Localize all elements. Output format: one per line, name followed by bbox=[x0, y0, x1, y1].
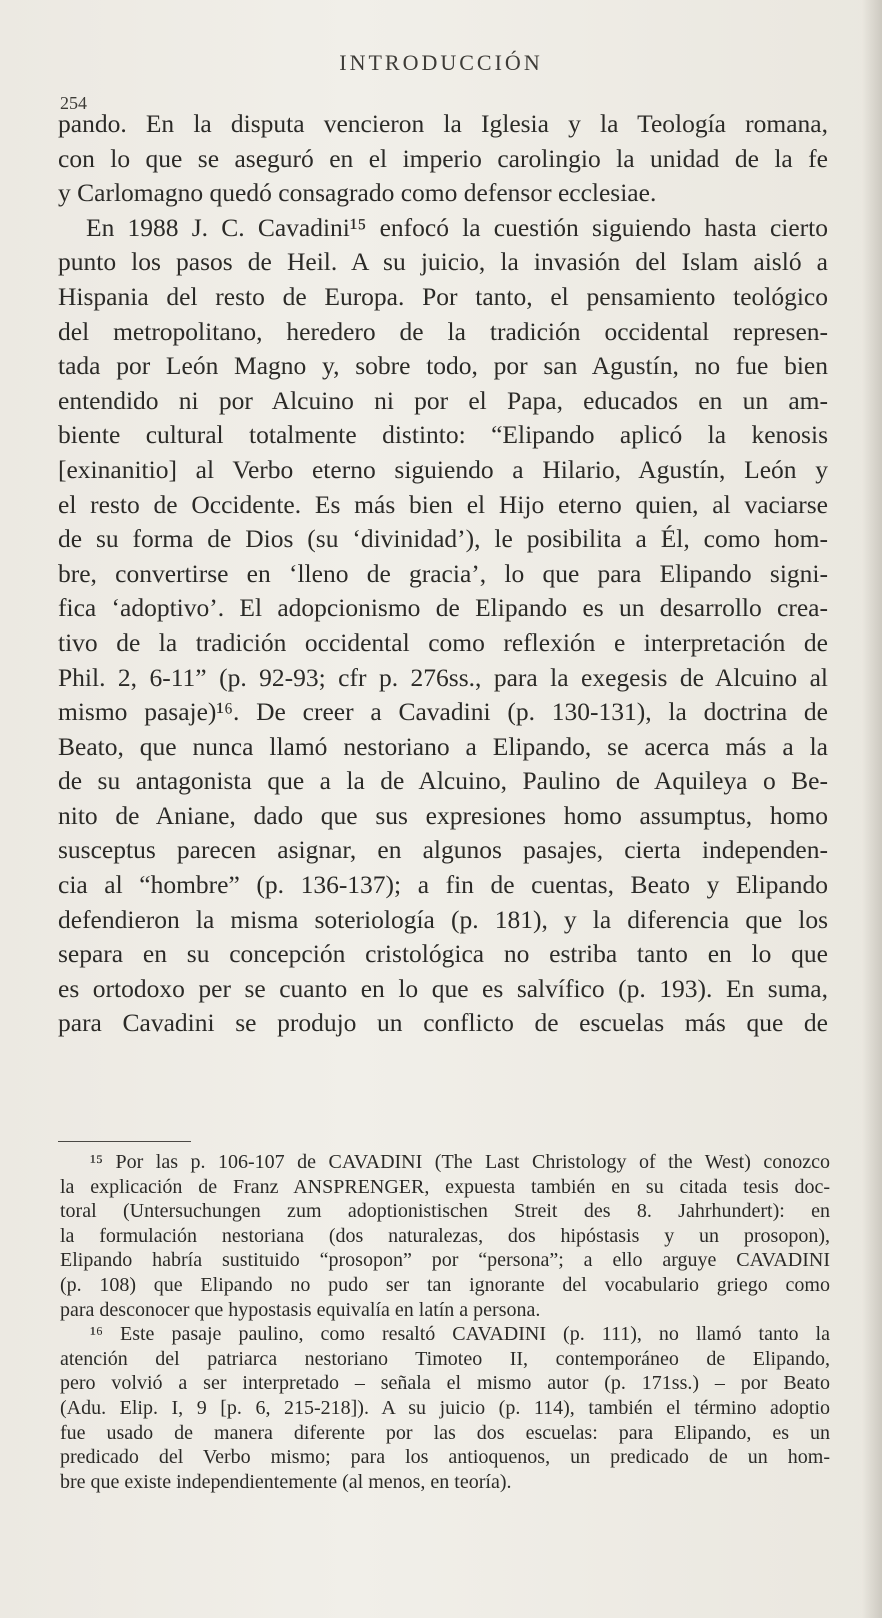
footnote-line: bre que existe independientemente (al menos, en teoría). bbox=[60, 1470, 512, 1493]
text-line: tivo de la tradición occidental como reflexión e interpretación de bbox=[58, 627, 828, 657]
text-line: de su antagonista que a la de Alcuino, Paulino de Aquileya o Be- bbox=[58, 766, 828, 796]
footnote-line: para desconocer que hypostasis equivalía en latín a persona. bbox=[60, 1298, 541, 1321]
text-line: cia al “hombre” (p. 136-137); a fin de cuentas, Beato y Elipando bbox=[58, 870, 828, 900]
text-line: entendido ni por Alcuino ni por el Papa, educados en un am- bbox=[58, 385, 828, 415]
text-line: y Carlomagno quedó consagrado como defensor ecclesiae. bbox=[58, 178, 657, 208]
text-line: defendieron la misma soteriología (p. 181), y la diferencia que los bbox=[58, 904, 828, 934]
text-line: susceptus parecen asignar, en algunos pasajes, cierta independen- bbox=[58, 835, 828, 865]
footnote-line: (Adu. Elip. I, 9 [p. 6, 215-218]). A su juicio (p. 114), también el término adoptio bbox=[60, 1396, 830, 1419]
page-number: 254 bbox=[60, 93, 87, 113]
text-line: [exinanitio] al Verbo eterno siguiendo a Hilario, Agustín, León y bbox=[58, 454, 828, 484]
footnotes bbox=[60, 1150, 830, 1494]
text-line: del metropolitano, heredero de la tradición occidental represen- bbox=[58, 316, 828, 346]
text-line: Hispania del resto de Europa. Por tanto, el pensamiento teológico bbox=[58, 281, 828, 311]
footnote-line: (p. 108) que Elipando no pudo ser tan ignorante del vocabulario griego como bbox=[60, 1273, 830, 1296]
text-line: punto los pasos de Heil. A su juicio, la invasión del Islam aisló a bbox=[58, 247, 828, 277]
footnote-divider bbox=[58, 1141, 191, 1142]
footnote-line: predicado del Verbo mismo; para los antioquenos, un predicado de un hom- bbox=[60, 1446, 830, 1469]
page-edge-shadow bbox=[862, 0, 882, 1618]
text-line: tada por León Magno y, sobre todo, por san Agustín, no fue bien bbox=[58, 351, 828, 381]
footnote-line: Elipando habría sustituido “prosopon” por “persona”; a ello arguye CAVADINI bbox=[60, 1249, 830, 1272]
main-text bbox=[58, 107, 828, 1041]
text-line: Beato, que nunca llamó nestoriano a Elipando, se acerca más a la bbox=[58, 731, 828, 761]
text-line: de su forma de Dios (su ‘divinidad’), le posibilita a Él, como hom- bbox=[58, 524, 828, 554]
footnote-line: pero volvió a ser interpretado – señala el mismo autor (p. 171ss.) – por Beato bbox=[60, 1372, 830, 1395]
text-line: Phil. 2, 6-11” (p. 92-93; cfr p. 276ss., para la exegesis de Alcuino al bbox=[58, 662, 828, 692]
text-line: bre, convertirse en ‘lleno de gracia’, lo que para Elipando signi- bbox=[58, 558, 828, 588]
text-line: con lo que se aseguró en el imperio carolingio la unidad de la fe bbox=[58, 143, 828, 173]
text-line: pando. En la disputa vencieron la Iglesia y la Teología romana, bbox=[58, 109, 828, 138]
text-line: biente cultural totalmente distinto: “Elipando aplicó la kenosis bbox=[58, 420, 828, 450]
text-line: el resto de Occidente. Es más bien el Hijo eterno quien, al vaciarse bbox=[58, 489, 828, 519]
footnote-line: ¹⁵ Por las p. 106-107 de CAVADINI (The Last Christology of the West) conozco bbox=[90, 1151, 830, 1173]
footnote-line: toral (Untersuchungen zum adoptionistischen Streit des 8. Jahrhundert): en bbox=[60, 1200, 830, 1223]
text-line: nito de Aniane, dado que sus expresiones homo assumptus, homo bbox=[58, 800, 828, 830]
footnote-line: ¹⁶ Este pasaje paulino, como resaltó CAVADINI (p. 111), no llamó tanto la bbox=[90, 1323, 830, 1346]
text-line: para Cavadini se produjo un conflicto de escuelas más que de bbox=[58, 1008, 828, 1038]
text-line: es ortodoxo per se cuanto en lo que es salvífico (p. 193). En suma, bbox=[58, 973, 828, 1003]
text-line: separa en su concepción cristológica no estriba tanto en lo que bbox=[58, 939, 828, 969]
footnote-line: la explicación de Franz ANSPRENGER, expuesta también en su citada tesis doc- bbox=[60, 1175, 830, 1198]
footnote-line: fue usado de manera diferente por las dos escuelas: para Elipando, es un bbox=[60, 1421, 830, 1444]
text-line: fica ‘adoptivo’. El adopcionismo de Elipando es un desarrollo crea- bbox=[58, 593, 828, 623]
footnote-line: la formulación nestoriana (dos naturalezas, dos hipóstasis y un prosopon), bbox=[60, 1224, 830, 1247]
text-line: En 1988 J. C. Cavadini¹⁵ enfocó la cuestión siguiendo hasta cierto bbox=[86, 212, 828, 242]
text-line: mismo pasaje)¹⁶. De creer a Cavadini (p. 130-131), la doctrina de bbox=[58, 697, 828, 727]
footnote-line: atención del patriarca nestoriano Timoteo II, contemporáneo de Elipando, bbox=[60, 1347, 830, 1370]
running-header: INTRODUCCIÓN bbox=[339, 50, 543, 75]
